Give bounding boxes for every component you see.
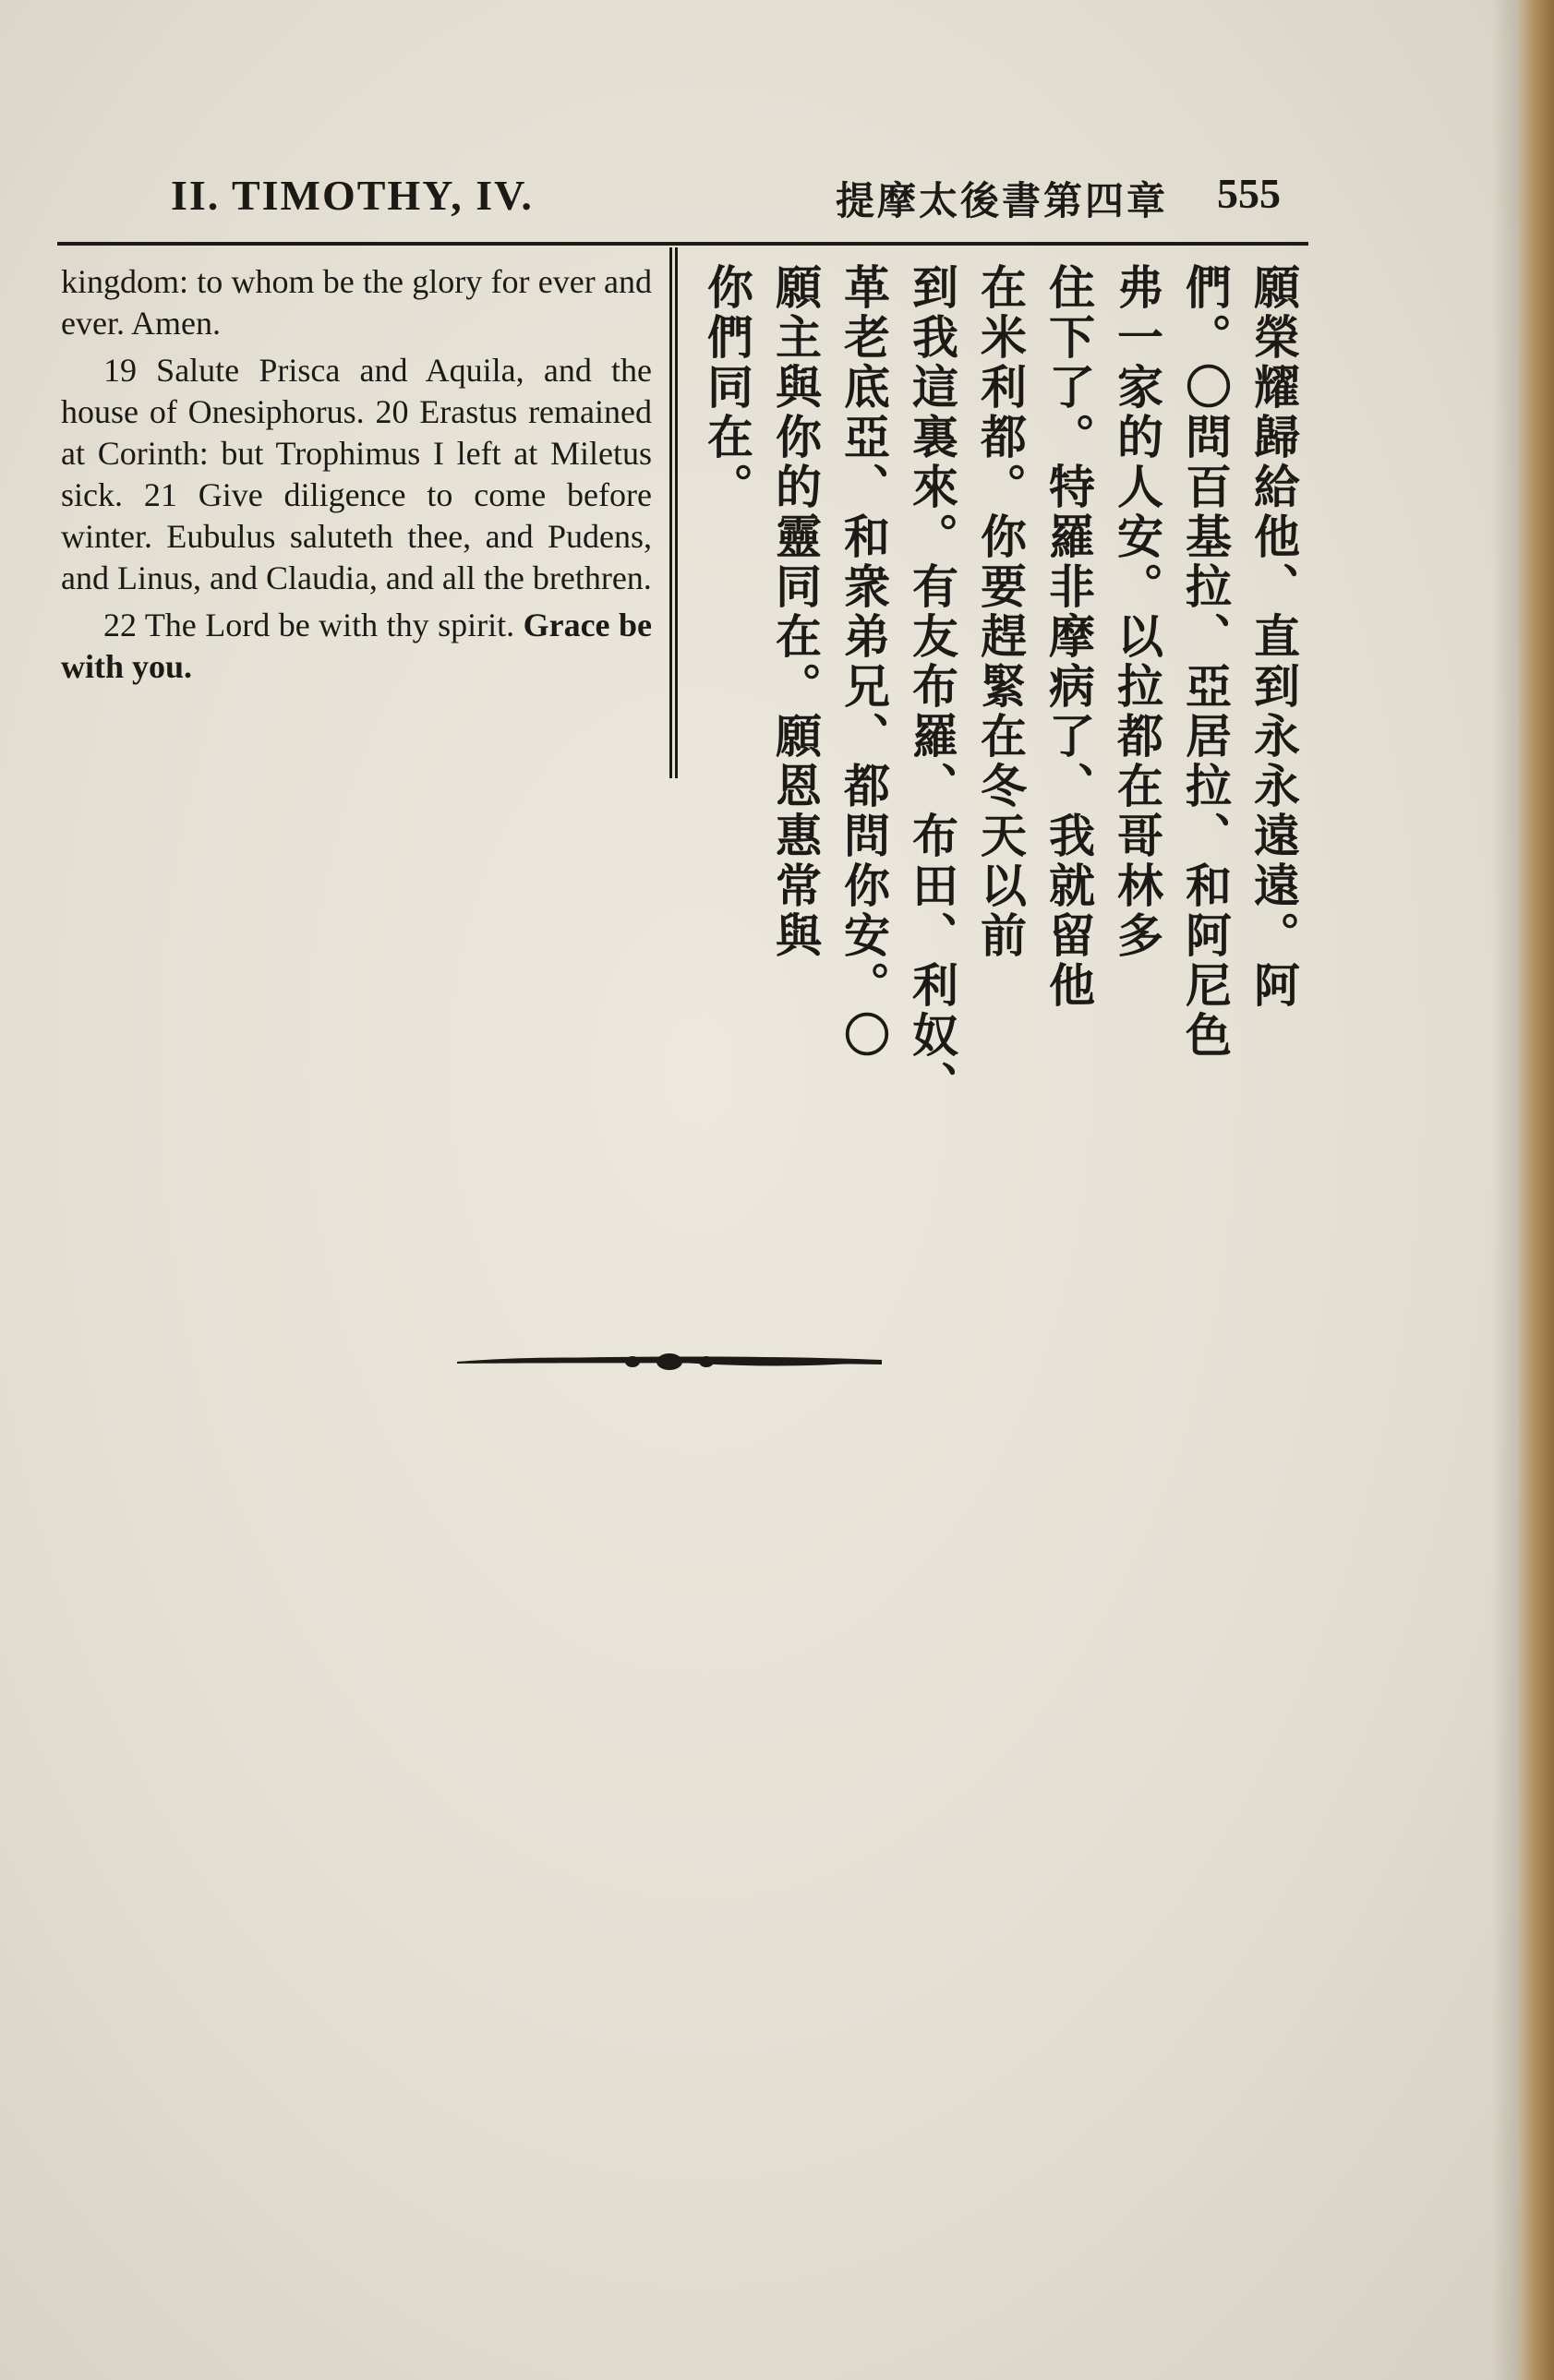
chinese-text-column [683, 263, 1302, 1111]
running-head-chinese: 提摩太後書第四章 [836, 178, 1169, 223]
verse-paragraph: 19 Salute Prisca and Aquila, and the house of Onesiphorus. 20 Erastus remained at Corinth: but Trophimus I left at Miletus sick. 21 Give diligence to come before winter. Eubulus saluteth thee, and Pudens, and Linus, and Claudia, and all the brethren. [61, 352, 652, 596]
chinese-line: 住下了。特羅非摩病了、我就留他 [1042, 263, 1095, 1011]
chinese-line: 們。〇問百基拉、亞居拉、和阿尼色 [1178, 263, 1232, 1061]
chinese-line: 革老底亞、和衆弟兄、都問你安。〇 [837, 263, 890, 1061]
column-divider-right [675, 247, 678, 778]
chinese-line: 願主與你的靈同在。願恩惠常與 [768, 263, 822, 961]
column-divider-left [669, 247, 672, 778]
chinese-line: 弗一家的人安。以拉都在哥林多 [1110, 263, 1163, 961]
page-edge [1519, 0, 1554, 2380]
end-ornament [457, 1350, 882, 1374]
benediction-text: Grace be with you. [61, 607, 653, 685]
verse-paragraph [61, 605, 652, 688]
chinese-line: 你們同在。 [700, 263, 753, 512]
chinese-line: 到我這裏來。有友布羅、布田、利奴、 [905, 263, 958, 1111]
chinese-line: 在米利都。你要趕緊在冬天以前 [973, 263, 1027, 961]
chinese-line: 願榮耀歸給他、直到永永遠遠。阿 [1247, 263, 1300, 1011]
verse-paragraph: kingdom: to whom be the glory for ever and ever. Amen. [61, 263, 652, 342]
page-number: 555 [1217, 170, 1281, 217]
header-rule [57, 242, 1308, 246]
running-head-english: II. TIMOTHY, IV. [171, 172, 534, 219]
verse-text: 22 The Lord be with thy spirit. [103, 607, 515, 643]
english-text-column [61, 261, 652, 693]
page-gutter-shadow [1491, 0, 1519, 2380]
